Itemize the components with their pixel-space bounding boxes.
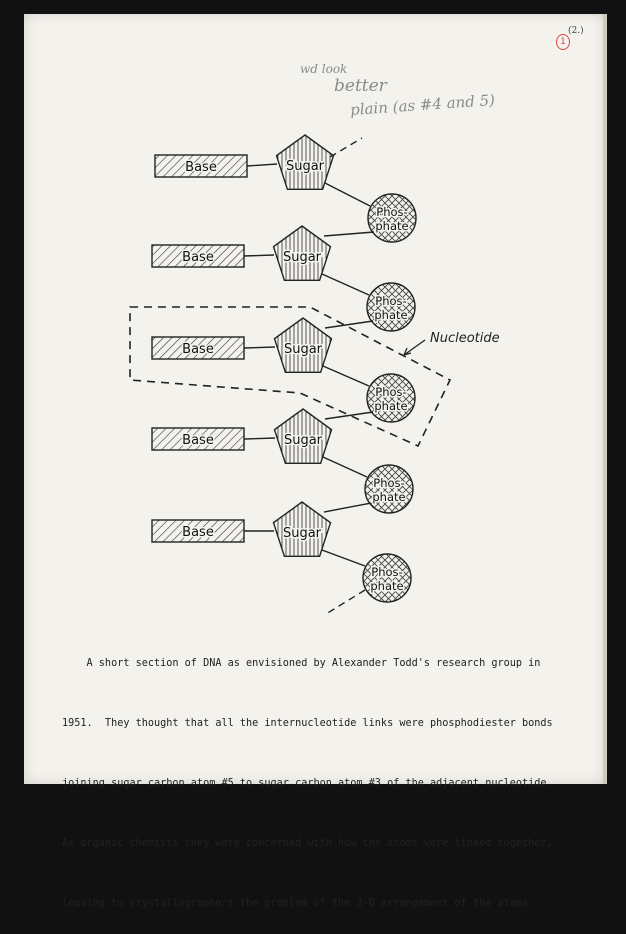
sugar-label: Sugar: [282, 250, 322, 265]
phosphate-sugar-bond: [324, 232, 374, 236]
base-sugar-bond: [244, 438, 275, 439]
phosphate-label-bottom: phate: [374, 399, 408, 413]
base-label: Base: [182, 250, 214, 265]
handwritten-note-line-1: wd look: [300, 62, 348, 76]
nucleotide-units: [152, 135, 416, 614]
backbone-dashed-top: [330, 138, 362, 157]
caption-line-1: A short section of DNA as envisioned by Alexander Todd's research group in: [62, 658, 541, 669]
caption-line-2: 1951. They thought that all the internucleotide links were phosphodiester bonds: [62, 718, 553, 729]
base-label: Base: [185, 160, 217, 175]
red-circle-mark: 1: [556, 34, 570, 50]
phosphate-label-top: Phos-: [375, 385, 407, 399]
phosphate-label-bottom: phate: [375, 219, 409, 233]
sugar-phosphate-bond: [325, 183, 370, 206]
base-sugar-bond: [244, 255, 274, 256]
nucleotide-pointer-arrow: [404, 340, 425, 355]
caption-line-4: As organic chemists they were concerned with how the atoms were linked together,: [62, 838, 553, 849]
phosphate-sugar-bond: [324, 503, 371, 512]
base-label: Base: [182, 525, 214, 540]
phosphate-label-bottom: phate: [372, 490, 406, 504]
phosphate-label-top: Phos-: [373, 476, 405, 490]
sugar-label: Sugar: [283, 433, 323, 448]
sugar-phosphate-bond: [323, 457, 367, 477]
sugar-phosphate-bond: [322, 550, 365, 566]
phosphate-sugar-bond: [325, 412, 373, 419]
backbone-dashed-bottom: [326, 590, 365, 614]
caption-line-3: joining sugar carbon atom #5 to sugar carbon atom #3 of the adjacent nucleotide.: [62, 778, 553, 789]
base-label: Base: [182, 342, 214, 357]
sugar-label: Sugar: [285, 159, 325, 174]
nucleotide-label: Nucleotide: [430, 331, 500, 346]
handwritten-note-line-2: better: [334, 76, 387, 96]
caption-line-5: leaving to crystallographers the problem of the 3-D arrangement of the atoms.: [62, 898, 535, 909]
sugar-phosphate-bond: [322, 274, 369, 295]
base-label: Base: [182, 433, 214, 448]
phosphate-sugar-bond: [325, 321, 373, 328]
sugar-phosphate-bond: [323, 366, 369, 386]
handwritten-note-line-3: plain (as #4 and 5): [349, 90, 496, 120]
phosphate-label-bottom: phate: [370, 579, 404, 593]
phosphate-label-top: Phos-: [375, 294, 407, 308]
sugar-label: Sugar: [282, 526, 322, 541]
base-sugar-bond: [244, 347, 275, 348]
base-sugar-bond: [247, 164, 277, 166]
phosphate-label-bottom: phate: [374, 308, 408, 322]
phosphate-label-top: Phos-: [376, 205, 408, 219]
page-number: (2.): [568, 26, 584, 36]
phosphate-label-top: Phos-: [371, 565, 403, 579]
sugar-label: Sugar: [283, 342, 323, 357]
caption: [62, 614, 562, 934]
